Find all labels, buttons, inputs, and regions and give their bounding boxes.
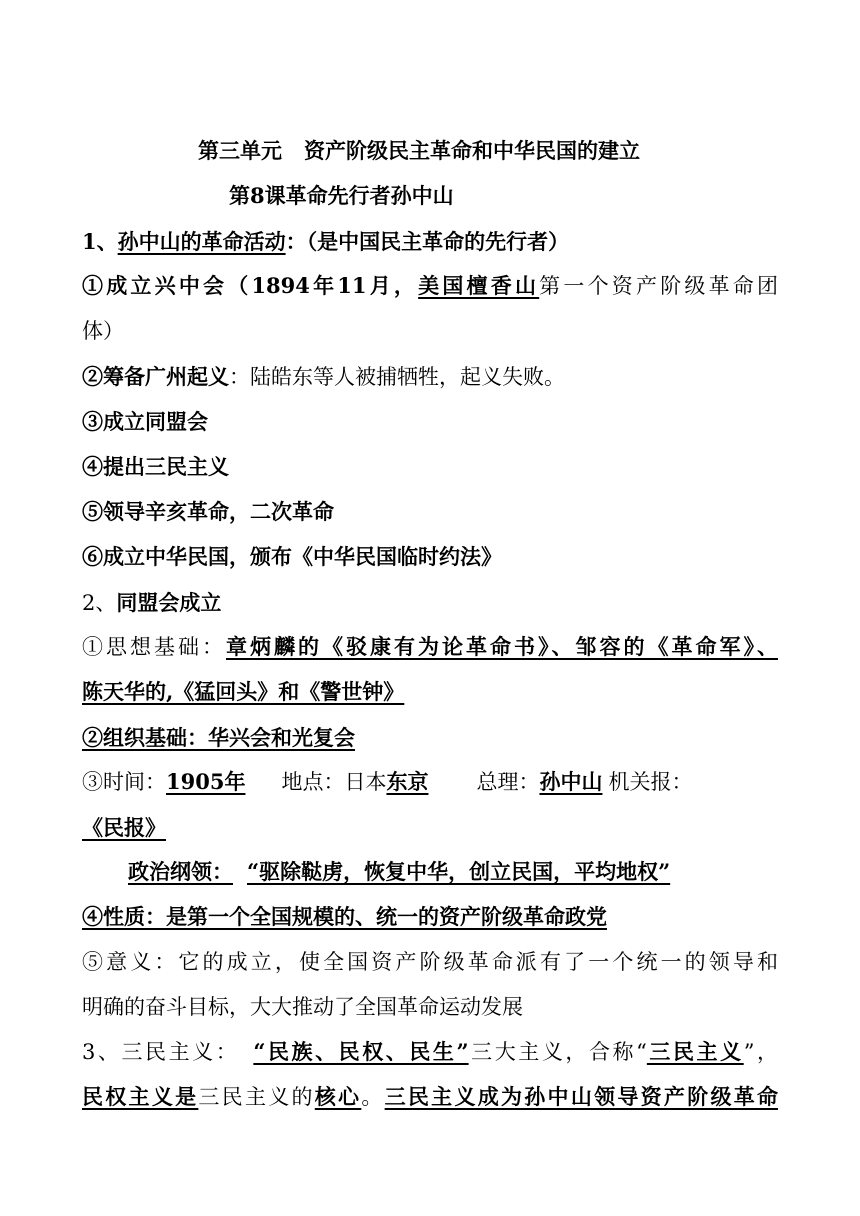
three-principles-line-1: 3、三民主义： “民族、民权、民生”三大主义，合称“三民主义”， <box>82 1039 778 1064</box>
ideological-basis-line-2: 陈天华的,《猛回头》和《警世钟》 <box>82 679 405 704</box>
location-hawaii: 美国檀香山 <box>418 273 540 298</box>
organizational-basis: ②组织基础：华兴会和光复会 <box>82 725 355 750</box>
section-1-note: （是中国民主革命的先行者） <box>306 229 570 254</box>
lesson-title: 第8课革命先行者孙中山 <box>229 183 454 208</box>
founding-details: ③时间：1905年 地点：日本东京 总理：孙中山 机关报： <box>82 769 693 794</box>
section-2-title: 同盟会成立 <box>116 590 222 615</box>
activity-1-line-2: 体） <box>82 319 124 343</box>
founding-year: 1905年 <box>166 769 246 794</box>
activity-6: ⑥成立中华民国，颁布《中华民国临时约法》 <box>82 544 502 569</box>
activity-4: ④提出三民主义 <box>82 454 229 479</box>
unit-label: 第三单元 <box>198 138 282 163</box>
founding-place: 东京 <box>386 769 429 794</box>
ideological-basis-line-1: ①思想基础：章炳麟的《驳康有为论革命书》、邹容的《革命军》、 <box>82 634 778 659</box>
founding-leader: 孙中山 <box>539 769 603 794</box>
political-program: 政治纲领： “驱除鞑虏，恢复中华，创立民国，平均地权” <box>128 859 671 884</box>
three-principles-line-2: 民权主义是三民主义的核心。三民主义成为孙中山领导资产阶级革命 <box>82 1084 779 1109</box>
unit-heading <box>198 136 640 166</box>
significance-line-1: ⑤意义：它的成立，使全国资产阶级革命派有了一个统一的领导和 <box>82 950 778 974</box>
significance-line-2: 明确的奋斗目标，大大推动了全国革命运动发展 <box>82 995 523 1019</box>
nature: ④性质：是第一个全国规模的、统一的资产阶级革命政党 <box>82 904 607 929</box>
section-1-number: 1、 <box>82 229 118 254</box>
official-newspaper: 《民报》 <box>82 815 166 840</box>
unit-title: 资产阶级民主革命和中华民国的建立 <box>304 138 640 163</box>
activity-1-line-1: ①成立兴中会（1894年11月，美国檀香山第一个资产阶级革命团 <box>82 273 779 298</box>
section-1-heading: 1、孙中山的革命活动：（是中国民主革命的先行者） <box>82 229 570 254</box>
section-2-heading <box>82 588 221 618</box>
activity-5: ⑤领导辛亥革命，二次革命 <box>82 499 334 524</box>
activity-2: ②筹备广州起义：陆皓东等人被捕牺牲，起义失败。 <box>82 364 565 389</box>
activity-3: ③成立同盟会 <box>82 409 208 434</box>
section-1-title: 孙中山的革命活动 <box>117 229 286 254</box>
section-2-number: 2、 <box>82 591 117 615</box>
